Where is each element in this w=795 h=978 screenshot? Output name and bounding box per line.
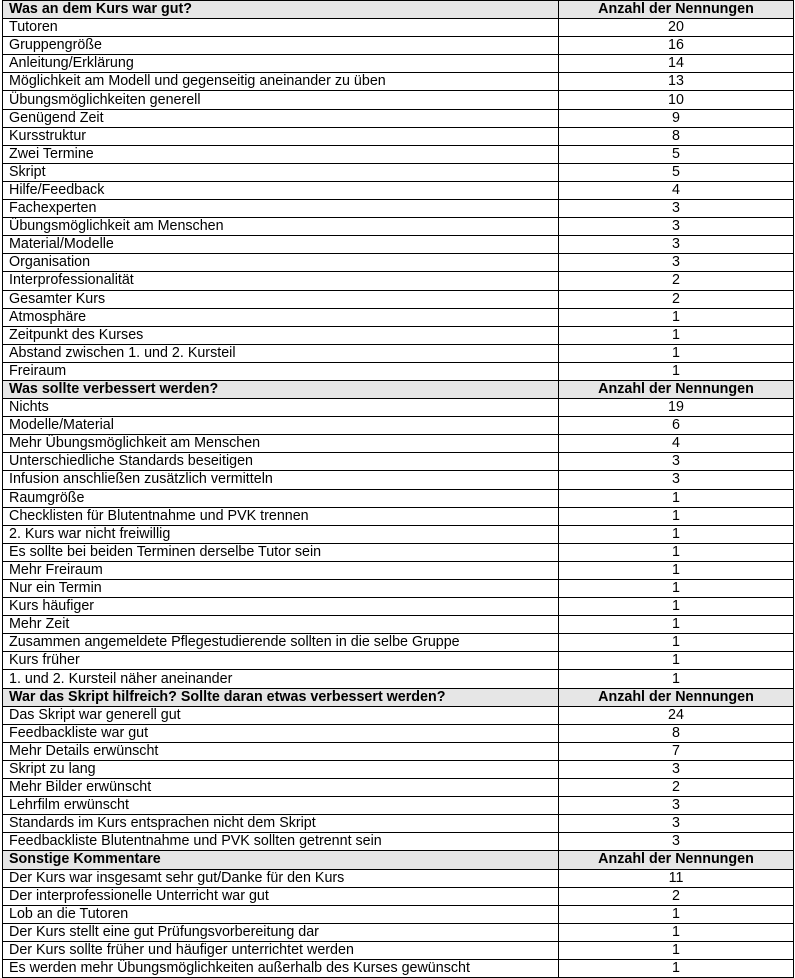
row-count: 1 — [559, 543, 794, 561]
row-count: 3 — [559, 200, 794, 218]
row-count: 14 — [559, 55, 794, 73]
row-label: Zeitpunkt des Kurses — [3, 326, 559, 344]
row-count: 4 — [559, 181, 794, 199]
section-header-row — [3, 380, 794, 398]
table-row — [3, 634, 794, 652]
row-count: 5 — [559, 163, 794, 181]
row-label: 1. und 2. Kursteil näher aneinander — [3, 670, 559, 688]
row-label: Der interprofessionelle Unterricht war gut — [3, 887, 559, 905]
table-row — [3, 923, 794, 941]
table-row — [3, 580, 794, 598]
table-row — [3, 652, 794, 670]
table-row — [3, 19, 794, 37]
table-row — [3, 91, 794, 109]
table-row — [3, 833, 794, 851]
table-row — [3, 543, 794, 561]
row-label: Übungsmöglichkeit am Menschen — [3, 218, 559, 236]
table-row — [3, 37, 794, 55]
table-row — [3, 869, 794, 887]
table-row — [3, 55, 794, 73]
row-label: Anleitung/Erklärung — [3, 55, 559, 73]
row-label: Lob an die Tutoren — [3, 905, 559, 923]
table-row — [3, 218, 794, 236]
row-count: 1 — [559, 652, 794, 670]
section-question: Sonstige Kommentare — [3, 851, 559, 869]
table-row — [3, 797, 794, 815]
table-row — [3, 200, 794, 218]
row-count: 24 — [559, 706, 794, 724]
row-label: Tutoren — [3, 19, 559, 37]
table-row — [3, 308, 794, 326]
row-count: 3 — [559, 833, 794, 851]
survey-table-body — [3, 1, 794, 978]
row-label: 2. Kurs war nicht freiwillig — [3, 525, 559, 543]
table-row — [3, 272, 794, 290]
table-row — [3, 887, 794, 905]
row-count: 20 — [559, 19, 794, 37]
row-label: Mehr Zeit — [3, 616, 559, 634]
row-label: Freiraum — [3, 362, 559, 380]
row-label: Feedbackliste war gut — [3, 724, 559, 742]
row-label: Modelle/Material — [3, 417, 559, 435]
table-row — [3, 507, 794, 525]
row-label: Feedbackliste Blutentnahme und PVK sollten getrennt sein — [3, 833, 559, 851]
row-count: 1 — [559, 598, 794, 616]
row-count: 19 — [559, 399, 794, 417]
table-row — [3, 941, 794, 959]
row-count: 1 — [559, 308, 794, 326]
row-count: 1 — [559, 525, 794, 543]
row-count: 3 — [559, 815, 794, 833]
row-label: Das Skript war generell gut — [3, 706, 559, 724]
row-count: 6 — [559, 417, 794, 435]
table-row — [3, 616, 794, 634]
table-row — [3, 362, 794, 380]
row-count: 4 — [559, 435, 794, 453]
survey-results-table — [2, 0, 794, 978]
row-count: 2 — [559, 272, 794, 290]
row-count: 2 — [559, 779, 794, 797]
table-row — [3, 561, 794, 579]
row-count: 16 — [559, 37, 794, 55]
table-row — [3, 670, 794, 688]
table-row — [3, 344, 794, 362]
row-count: 1 — [559, 670, 794, 688]
table-row — [3, 236, 794, 254]
table-row — [3, 453, 794, 471]
section-question: Was sollte verbessert werden? — [3, 380, 559, 398]
row-label: Abstand zwischen 1. und 2. Kursteil — [3, 344, 559, 362]
row-label: Skript zu lang — [3, 760, 559, 778]
row-count: 11 — [559, 869, 794, 887]
row-count: 1 — [559, 561, 794, 579]
section-question: Was an dem Kurs war gut? — [3, 1, 559, 19]
row-label: Lehrfilm erwünscht — [3, 797, 559, 815]
table-row — [3, 290, 794, 308]
row-label: Es sollte bei beiden Terminen derselbe Tutor sein — [3, 543, 559, 561]
table-row — [3, 471, 794, 489]
row-count: 1 — [559, 489, 794, 507]
section-header-row — [3, 688, 794, 706]
table-row — [3, 905, 794, 923]
row-count: 8 — [559, 724, 794, 742]
table-row — [3, 760, 794, 778]
row-label: Der Kurs stellt eine gut Prüfungsvorbereitung dar — [3, 923, 559, 941]
row-label: Mehr Details erwünscht — [3, 742, 559, 760]
row-count: 3 — [559, 760, 794, 778]
table-row — [3, 254, 794, 272]
row-label: Checklisten für Blutentnahme und PVK trennen — [3, 507, 559, 525]
table-row — [3, 489, 794, 507]
row-label: Kurs häufiger — [3, 598, 559, 616]
row-count: 3 — [559, 797, 794, 815]
row-label: Zwei Termine — [3, 145, 559, 163]
row-count: 2 — [559, 887, 794, 905]
row-count: 1 — [559, 941, 794, 959]
row-label: Standards im Kurs entsprachen nicht dem Skript — [3, 815, 559, 833]
row-label: Fachexperten — [3, 200, 559, 218]
table-row — [3, 435, 794, 453]
row-label: Der Kurs sollte früher und häufiger unterrichtet werden — [3, 941, 559, 959]
table-row — [3, 163, 794, 181]
row-count: 1 — [559, 326, 794, 344]
row-count: 1 — [559, 344, 794, 362]
row-label: Nichts — [3, 399, 559, 417]
row-count: 9 — [559, 109, 794, 127]
table-row — [3, 742, 794, 760]
table-row — [3, 417, 794, 435]
row-count: 1 — [559, 959, 794, 977]
row-label: Nur ein Termin — [3, 580, 559, 598]
row-label: Es werden mehr Übungsmöglichkeiten außerhalb des Kurses gewünscht — [3, 959, 559, 977]
row-label: Material/Modelle — [3, 236, 559, 254]
row-label: Genügend Zeit — [3, 109, 559, 127]
row-label: Mehr Bilder erwünscht — [3, 779, 559, 797]
row-count: 1 — [559, 905, 794, 923]
row-count: 5 — [559, 145, 794, 163]
row-count: 1 — [559, 507, 794, 525]
row-label: Mehr Freiraum — [3, 561, 559, 579]
row-label: Zusammen angemeldete Pflegestudierende sollten in die selbe Gruppe — [3, 634, 559, 652]
section-header-row — [3, 851, 794, 869]
table-row — [3, 706, 794, 724]
row-count: 1 — [559, 580, 794, 598]
row-count: 8 — [559, 127, 794, 145]
table-row — [3, 326, 794, 344]
row-label: Möglichkeit am Modell und gegenseitig aneinander zu üben — [3, 73, 559, 91]
row-label: Unterschiedliche Standards beseitigen — [3, 453, 559, 471]
count-column-header: Anzahl der Nennungen — [559, 688, 794, 706]
row-count: 2 — [559, 290, 794, 308]
row-count: 1 — [559, 634, 794, 652]
count-column-header: Anzahl der Nennungen — [559, 851, 794, 869]
row-label: Interprofessionalität — [3, 272, 559, 290]
table-row — [3, 959, 794, 977]
row-count: 3 — [559, 453, 794, 471]
table-row — [3, 145, 794, 163]
row-count: 3 — [559, 218, 794, 236]
row-count: 3 — [559, 471, 794, 489]
table-row — [3, 73, 794, 91]
row-count: 1 — [559, 923, 794, 941]
table-row — [3, 181, 794, 199]
section-header-row — [3, 1, 794, 19]
count-column-header: Anzahl der Nennungen — [559, 380, 794, 398]
row-label: Kursstruktur — [3, 127, 559, 145]
row-count: 7 — [559, 742, 794, 760]
row-label: Organisation — [3, 254, 559, 272]
row-count: 13 — [559, 73, 794, 91]
table-row — [3, 724, 794, 742]
row-count: 3 — [559, 236, 794, 254]
row-label: Der Kurs war insgesamt sehr gut/Danke für den Kurs — [3, 869, 559, 887]
row-label: Raumgröße — [3, 489, 559, 507]
table-row — [3, 815, 794, 833]
section-question: War das Skript hilfreich? Sollte daran etwas verbessert werden? — [3, 688, 559, 706]
count-column-header: Anzahl der Nennungen — [559, 1, 794, 19]
table-row — [3, 525, 794, 543]
table-row — [3, 399, 794, 417]
row-label: Hilfe/Feedback — [3, 181, 559, 199]
row-label: Kurs früher — [3, 652, 559, 670]
row-label: Skript — [3, 163, 559, 181]
row-label: Gesamter Kurs — [3, 290, 559, 308]
row-count: 3 — [559, 254, 794, 272]
row-label: Infusion anschließen zusätzlich vermitteln — [3, 471, 559, 489]
row-label: Mehr Übungsmöglichkeit am Menschen — [3, 435, 559, 453]
row-count: 10 — [559, 91, 794, 109]
row-count: 1 — [559, 362, 794, 380]
row-count: 1 — [559, 616, 794, 634]
table-row — [3, 779, 794, 797]
row-label: Übungsmöglichkeiten generell — [3, 91, 559, 109]
table-row — [3, 109, 794, 127]
row-label: Gruppengröße — [3, 37, 559, 55]
row-label: Atmosphäre — [3, 308, 559, 326]
table-row — [3, 598, 794, 616]
table-row — [3, 127, 794, 145]
